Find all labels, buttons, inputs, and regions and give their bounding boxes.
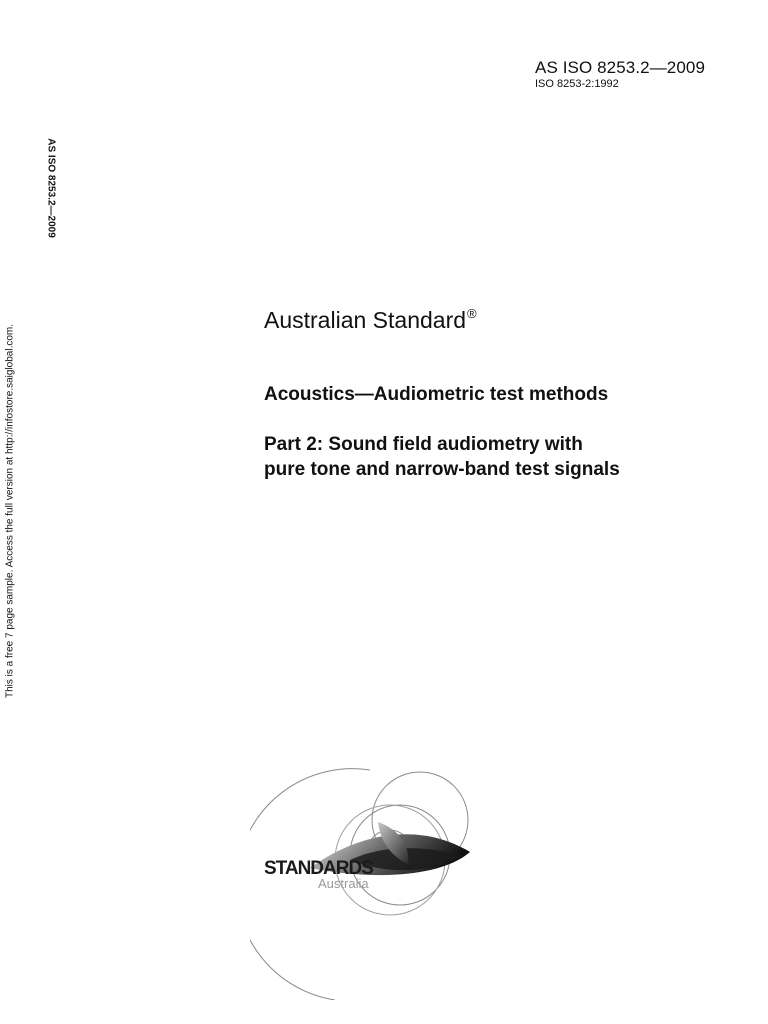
iso-reference: ISO 8253-2:1992 bbox=[535, 78, 619, 90]
standards-australia-swirl-icon bbox=[250, 760, 490, 1000]
standard-type-text: Australian Standard bbox=[264, 307, 467, 333]
sample-notice: This is a free 7 page sample. Access the full version at http://infostore.saiglobal.com. bbox=[4, 323, 16, 699]
document-title: Acoustics—Audiometric test methods bbox=[264, 384, 609, 405]
part-title-line-1: Part 2: Sound field audiometry with bbox=[264, 434, 583, 455]
standard-number: AS ISO 8253.2—2009 bbox=[535, 58, 706, 77]
registered-mark: ® bbox=[467, 306, 477, 321]
spine-standard-number: AS ISO 8253.2—2009 bbox=[45, 138, 57, 238]
logo-wordmark: STANDARDS bbox=[264, 858, 373, 879]
part-title-line-2: pure tone and narrow-band test signals bbox=[264, 459, 620, 480]
logo-subtext: Australia bbox=[318, 876, 369, 891]
standard-type-heading bbox=[264, 306, 477, 334]
part-title bbox=[264, 432, 724, 482]
